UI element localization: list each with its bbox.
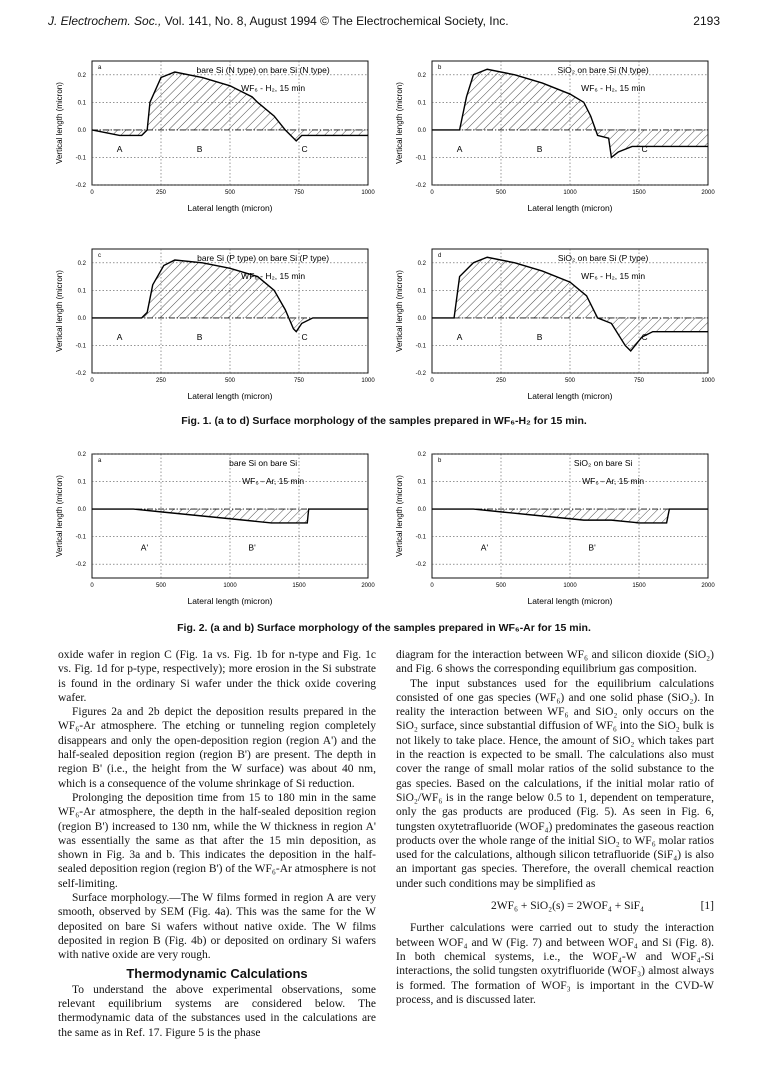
region-label: C (301, 143, 308, 154)
panel-letter: c (98, 253, 101, 259)
y-tick-label: -0.1 (415, 155, 426, 162)
y-tick-label: -0.2 (75, 183, 86, 189)
x-tick-label: 500 (155, 583, 167, 589)
y-axis-label: Vertical length (micron) (395, 270, 404, 352)
y-axis-label: Vertical length (micron) (395, 475, 404, 557)
region-label: C (301, 331, 308, 342)
paragraph: Further calculations were carried out to study the interaction between WOF₄ and W (Fig. 7) and between WOF₄ and Si (Fig. 8). In both chemical systems, i.e., the WOF₄-W and WOF₄-Si interactions, the solid tungsten oxytrifluoride (WOF₃) almost always is formed. The formation of WOF₃ is important in the CVD-W process, and is discussed later. (396, 922, 714, 1006)
y-tick-label: 0.0 (417, 127, 426, 134)
y-axis-label: Vertical length (micron) (55, 270, 64, 352)
paragraph: The input substances used for the equilibrium calculations consisted of one gas species (WF₆) and one solid phase (SiO₂). In reality the interaction between WF₆ and SiO₂ only occurs on the SiO₂ surface, since substantial diffusion of WF₆ into the SiO₂ bulk is not likely to take place. Hence, the amount of SiO₂ which takes part in the reaction is expected to be small. The calculations also must cover the range of small molar ratios of the solid substance to the gas species. Based on the calculations, if the initial molar ratio of SiO₂/WF₆ is in the range below 0.5 to 1, dependent on temperature, only the gas products are produced (Fig. 5). As seen in Fig. 6, tungsten oxytetrafluoride (WOF₄) predominates the gaseous reaction products over the whole range of the initial SiO₂ to WF₆ molar ratios used for the calculations, although silicon tetrafluoride (SiF₄) is also an important gas species. Therefore, the overall chemical reaction under such conditions may be simplified as (396, 677, 714, 890)
chart-annotation: WF₆ - H₂, 15 min (581, 271, 646, 281)
x-tick-label: 0 (430, 378, 434, 384)
hatched-area (92, 260, 368, 332)
y-axis-label: Vertical length (micron) (55, 82, 64, 164)
y-tick-label: -0.2 (415, 183, 426, 189)
paragraph: Figures 2a and 2b depict the deposition results prepared in the WF₆-Ar atmosphere. The etching or tunneling region completely disappears and only the open-deposition region (region A') and the half-sealed deposition region (region B') are present. The depth in region B' (i.e., the height from the W surface) was about 40 nm, which is a consequence of the volume shrinkage of Si reduction. (58, 706, 376, 790)
y-tick-label: 0.0 (77, 127, 86, 134)
y-tick-label: -0.2 (75, 562, 86, 569)
y-tick-label: 0.1 (417, 288, 426, 295)
page-number: 2193 (693, 14, 720, 28)
region-label: B (196, 143, 203, 154)
y-tick-label: 0.1 (77, 288, 86, 295)
panel-letter: a (98, 458, 102, 464)
x-tick-label: 1500 (292, 583, 306, 589)
chart-annotation: WF₆ - H₂, 15 min (241, 271, 306, 281)
x-tick-label: 250 (495, 378, 507, 384)
region-label: B (196, 331, 203, 342)
region-label: B' (248, 542, 256, 553)
x-tick-label: 500 (224, 190, 236, 196)
panel-letter: b (438, 458, 442, 464)
journal-citation: J. Electrochem. Soc., Vol. 141, No. 8, August 1994 © The Electrochemical Society, Inc. (48, 14, 509, 28)
x-tick-label: 1000 (701, 378, 715, 384)
y-tick-label: 0.2 (77, 452, 86, 458)
figure1-caption: Fig. 1. (a to d) Surface morphology of the samples prepared in WF₆-H₂ for 15 min. (181, 415, 587, 427)
paragraph: oxide wafer in region C (Fig. 1a vs. Fig. 1b for n-type and Fig. 1c vs. Fig. 1d for p-type, respectively); more erosion in the Si substrate is found in the ordinary Si wafer under the thick oxide covering wafer. (58, 649, 376, 704)
x-axis-label: Lateral length (micron) (527, 203, 613, 213)
x-axis-label: Lateral length (micron) (527, 391, 613, 401)
y-tick-label: 0.1 (417, 100, 426, 107)
region-label: C (641, 143, 648, 154)
chart-annotation: WF₆ - Ar, 15 min (582, 476, 645, 486)
chart-annotation: WF₆ - H₂, 15 min (581, 83, 646, 93)
chart-annotation: WF₆ - Ar, 15 min (242, 476, 305, 486)
y-tick-label: 0.2 (77, 72, 86, 79)
chart-title: SiO₂ on bare Si (573, 458, 633, 468)
x-tick-label: 1000 (563, 190, 577, 196)
x-tick-label: 0 (90, 378, 94, 384)
paragraph: diagram for the interaction between WF₆ and silicon dioxide (SiO₂) and Fig. 6 shows the corresponding equilibrium gas composition. (396, 649, 714, 676)
fig2b-plot (388, 448, 718, 616)
x-axis-label: Lateral length (micron) (527, 596, 613, 606)
panel-letter: a (98, 65, 102, 71)
chart-title: SiO₂ on bare Si (P type) (557, 253, 649, 263)
body-left-column (58, 648, 376, 1040)
y-tick-label: -0.1 (75, 343, 86, 350)
x-tick-label: 0 (90, 190, 94, 196)
x-tick-label: 250 (155, 378, 167, 384)
fig1a-plot (48, 55, 378, 223)
paragraph: To understand the above experimental observations, some relevant equilibrium systems are considered below. The thermodynamic data of the substances used in the calculations are the same as in Ref. 17. Figure 5 is the phase (58, 983, 376, 1039)
region-label: A' (480, 542, 489, 553)
region-label: A (116, 143, 123, 154)
region-label: A' (140, 542, 149, 553)
x-tick-label: 750 (633, 378, 645, 384)
panel-letter: b (438, 65, 442, 71)
body-right-column (396, 648, 714, 1007)
region-label: C (641, 331, 648, 342)
fig1c-plot (48, 243, 378, 411)
y-tick-label: 0.2 (77, 260, 86, 267)
chart-title: SiO₂ on bare Si (N type) (557, 65, 649, 75)
y-tick-label: -0.2 (415, 371, 426, 377)
x-axis-label: Lateral length (micron) (187, 203, 273, 213)
x-tick-label: 500 (564, 378, 576, 384)
region-label: A (456, 331, 463, 342)
x-tick-label: 1000 (361, 190, 375, 196)
y-tick-label: 0.0 (77, 315, 86, 322)
x-tick-label: 2000 (361, 583, 375, 589)
y-tick-label: 0.0 (417, 507, 426, 514)
x-tick-label: 1000 (223, 583, 237, 589)
x-axis-label: Lateral length (micron) (187, 596, 273, 606)
x-tick-label: 500 (495, 190, 507, 196)
x-tick-label: 1500 (632, 583, 646, 589)
y-tick-label: -0.1 (415, 534, 426, 541)
fig1b-plot (388, 55, 718, 223)
x-tick-label: 1000 (361, 378, 375, 384)
x-axis-label: Lateral length (micron) (187, 391, 273, 401)
y-tick-label: 0.1 (77, 479, 86, 486)
y-tick-label: 0.2 (417, 452, 426, 458)
y-tick-label: 0.2 (417, 260, 426, 267)
x-tick-label: 1500 (632, 190, 646, 196)
paragraph: Surface morphology.—The W films formed in region A are very smooth, observed by SEM (Fig. 4a). This was the same for the W deposited on bare Si wafers without native oxide. The W films deposited in region B (Fig. 4b) or deposited on ordinary Si wafers with native oxide are very rough. (58, 892, 376, 962)
y-tick-label: 0.0 (77, 507, 86, 514)
x-tick-label: 2000 (701, 583, 715, 589)
y-tick-label: 0.1 (417, 479, 426, 486)
figure2-caption: Fig. 2. (a and b) Surface morphology of the samples prepared in WF₆-Ar for 15 min. (177, 622, 591, 634)
y-tick-label: -0.2 (75, 371, 86, 377)
x-tick-label: 0 (430, 190, 434, 196)
equation (396, 899, 714, 913)
y-tick-label: 0.0 (417, 315, 426, 322)
region-label: A (456, 143, 463, 154)
equation-number: [1] (700, 900, 714, 913)
chart-title: bare Si on bare Si (229, 458, 298, 468)
chart-title: bare Si (P type) on bare Si (P type) (197, 253, 330, 263)
x-tick-label: 0 (430, 583, 434, 589)
region-label: B (536, 331, 543, 342)
y-tick-label: -0.2 (415, 562, 426, 569)
y-tick-label: 0.2 (417, 72, 426, 79)
fig2a-plot (48, 448, 378, 616)
chart-annotation: WF₆ - H₂, 15 min (241, 83, 306, 93)
x-tick-label: 1000 (563, 583, 577, 589)
y-axis-label: Vertical length (micron) (55, 475, 64, 557)
x-tick-label: 250 (155, 190, 167, 196)
section-heading: Thermodynamic Calculations (126, 965, 308, 981)
x-tick-label: 500 (495, 583, 507, 589)
region-label: A (116, 331, 123, 342)
y-tick-label: -0.1 (415, 343, 426, 350)
y-tick-label: -0.1 (75, 155, 86, 162)
x-tick-label: 2000 (701, 190, 715, 196)
running-header (48, 14, 720, 30)
x-tick-label: 750 (293, 378, 305, 384)
y-axis-label: Vertical length (micron) (395, 82, 404, 164)
region-label: B' (588, 542, 596, 553)
panel-letter: d (438, 253, 442, 259)
x-tick-label: 500 (224, 378, 236, 384)
x-tick-label: 750 (293, 190, 305, 196)
y-tick-label: 0.1 (77, 100, 86, 107)
fig1d-plot (388, 243, 718, 411)
region-label: B (536, 143, 543, 154)
equation-body: 2WF₆ + SiO₂(s) = 2WOF₄ + SiF₄ (491, 900, 645, 913)
paragraph: Prolonging the deposition time from 15 to 180 min in the same WF₆-Ar atmosphere, the depth in the half-sealed deposition region (region B') increased to 130 nm, while the W thickness in region A' was essentially the same as that after the 15 min deposition, as shown in Fig. 3a and b. This indicates the deposition in the half-sealed deposition region (region B') of the WF₆-Ar atmosphere is not self-limiting. (58, 791, 376, 890)
y-tick-label: -0.1 (75, 534, 86, 541)
chart-title: bare Si (N type) on bare Si (N type) (196, 65, 330, 75)
x-tick-label: 0 (90, 583, 94, 589)
